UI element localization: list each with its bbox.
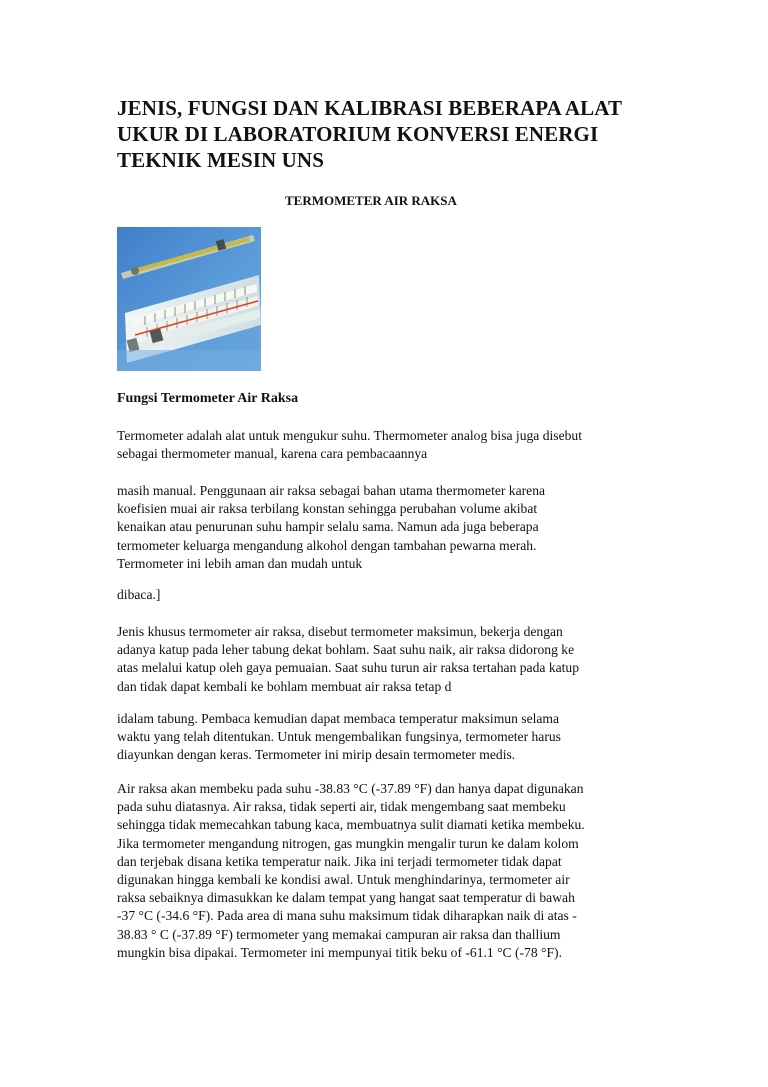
paragraph-1: Termometer adalah alat untuk mengukur suhu. Thermometer analog bisa juga disebut sebagai thermometer manual, karena cara pembacaannya bbox=[117, 428, 583, 462]
paragraph-2: masih manual. Penggunaan air raksa sebagai bahan utama thermometer karena koefisien muai air raksa terbilang konstan sehingga perubahan volume akibat kenaikan atau penurunan suhu hampir selalu sama. Namun ada juga beberapa termometer keluarga mengandung alkohol dengan tambahan pewarna merah. Termometer ini lebih aman dan mudah untuk bbox=[117, 483, 546, 571]
mercury-thermometer-photo bbox=[117, 227, 261, 371]
paragraph-5: idalam tabung. Pembaca kemudian dapat membaca temperatur maksimun selama waktu yang telah ditentukan. Untuk mengembalikan fungsinya, termometer harus diayunkan dengan keras. Termometer ini mirip desain termometer medis. bbox=[117, 711, 561, 763]
document-title: JENIS, FUNGSI DAN KALIBRASI BEBERAPA ALAT UKUR DI LABORATORIUM KONVERSI ENERGI TEKNIK MESIN UNS bbox=[117, 96, 622, 172]
thermometer-image bbox=[117, 227, 261, 371]
section-heading: Fungsi Termometer Air Raksa bbox=[117, 391, 299, 406]
paragraph-3: dibaca.] bbox=[117, 587, 161, 602]
paragraph-4: Jenis khusus termometer air raksa, disebut termometer maksimun, bekerja dengan adanya katup pada leher tabung dekat bohlam. Saat suhu naik, air raksa didorong ke atas melalui katup oleh gaya pemuaian. Saat suhu turun air raksa tertahan pada katup dan tidak dapat kembali ke bohlam membuat air raksa tetap d bbox=[117, 624, 580, 694]
paragraph-6: Air raksa akan membeku pada suhu -38.83 °C (-37.89 °F) dan hanya dapat digunakan pada suhu diatasnya. Air raksa, tidak seperti air, tidak mengembang saat membeku sehingga tidak memecahkan tabung kaca, membuatnya sulit diamati ketika membeku. Jika termometer mengandung nitrogen, gas mungkin mengalir turun ke dalam kolom dan terjebak disana ketika temperatur naik. Jika ini terjadi termometer tidak dapat digunakan hingga kembali ke kondisi awal. Untuk menghindarinya, termometer air raksa sebaiknya dimasukkan ke dalam tempat yang hangat saat temperatur di bawah -37 °C (-34.6 °F). Pada area di mana suhu maksimum tidak diharapkan naik di atas - 38.83 ° C (-37.89 °F) termometer yang memakai campuran air raksa dan thallium mungkin bisa dipakai. Termometer ini mempunyai titik beku of -61.1 °C (-78 °F). bbox=[117, 781, 585, 960]
document-subtitle: TERMOMETER AIR RAKSA bbox=[285, 193, 457, 208]
